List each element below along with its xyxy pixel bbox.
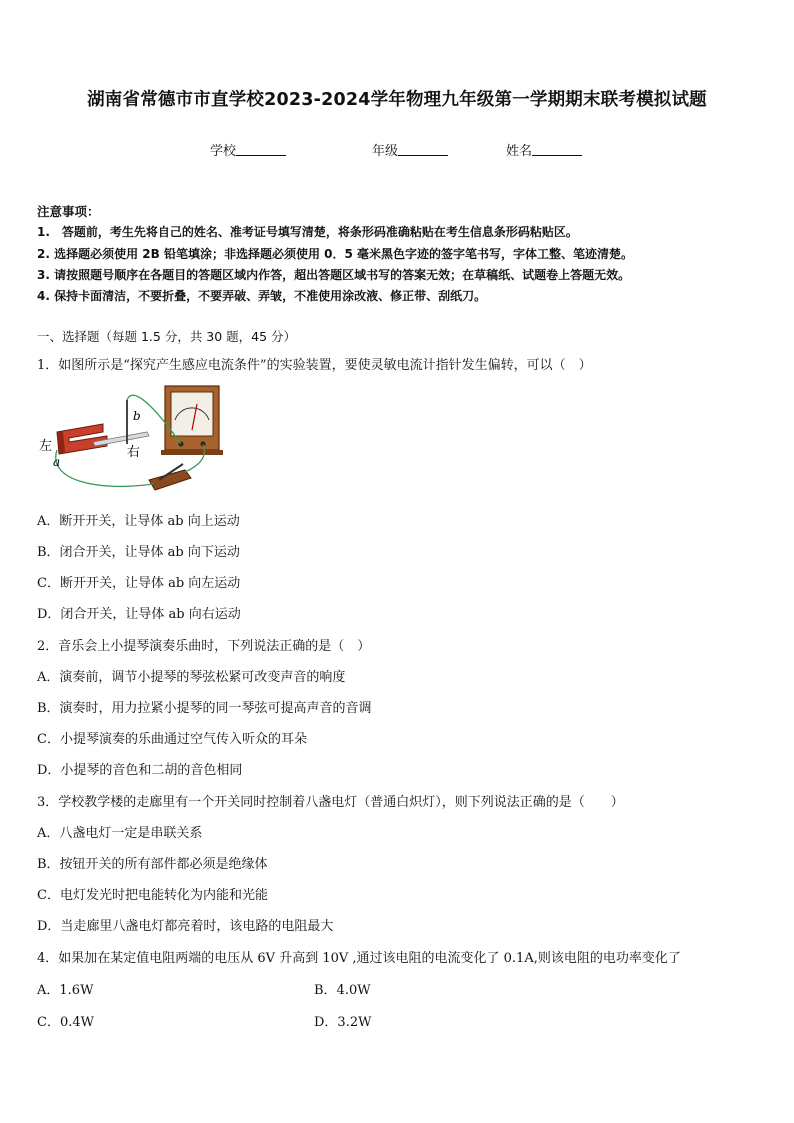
option: B．演奏时，用力拉紧小提琴的同一琴弦可提高声音的音调 — [37, 701, 372, 716]
school-field — [210, 140, 286, 159]
label-b: b — [133, 409, 141, 423]
school-label: 学校 — [210, 144, 237, 159]
u-magnet-icon — [57, 424, 107, 454]
question-stem: 4．如果加在某定值电阻两端的电压从 6V 升高到 10V ,通过该电阻的电流变化了 0.1A,则该电阻的电功率变化了 — [37, 951, 681, 966]
option: A．1.6W — [37, 983, 94, 998]
switch-icon — [149, 464, 191, 490]
grade-blank — [398, 143, 448, 156]
label-right: 右 — [127, 445, 141, 460]
option: D．闭合开关，让导体 ab 向右运动 — [37, 607, 241, 622]
option: B．按钮开关的所有部件都必须是绝缘体 — [37, 857, 268, 872]
option: A．八盏电灯一定是串联关系 — [37, 826, 203, 841]
label-a: a — [53, 455, 61, 469]
name-label: 姓名 — [506, 144, 533, 159]
question-stem: 1．如图所示是“探究产生感应电流条件”的实验装置，要使灵敏电流计指针发生偏转，可以（ ） — [37, 358, 592, 373]
option: A．演奏前，调节小提琴的琴弦松紧可改变声音的响度 — [37, 670, 346, 685]
notes-heading: 注意事项： — [37, 204, 100, 219]
galvanometer-icon — [161, 386, 223, 455]
note-item: 4. 保持卡面清洁，不要折叠，不要弄破、弄皱，不准使用涂改液、修正带、刮纸刀。 — [37, 289, 487, 303]
option: C．小提琴演奏的乐曲通过空气传入听众的耳朵 — [37, 732, 307, 747]
note-item: 1. 答题前，考生先将自己的姓名、准考证号填写清楚，将条形码准确粘贴在考生信息条形码粘贴区。 — [37, 225, 578, 239]
question-stem: 3．学校教学楼的走廊里有一个开关同时控制着八盏电灯（普通白炽灯），则下列说法正确的是（ ） — [37, 795, 624, 810]
option: C．断开开关，让导体 ab 向左运动 — [37, 576, 241, 591]
option: C．0.4W — [37, 1015, 94, 1030]
option: C．电灯发光时把电能转化为内能和光能 — [37, 888, 268, 903]
note-item: 2. 选择题必须使用 2B 铅笔填涂；非选择题必须使用 0．5 毫米黑色字迹的签字笔书写，字体工整、笔迹清楚。 — [37, 247, 633, 261]
name-field — [506, 140, 582, 159]
option: D．小提琴的音色和二胡的音色相同 — [37, 763, 243, 778]
page-title: 湖南省常德市市直学校2023-2024学年物理九年级第一学期期末联考模拟试题 — [87, 90, 707, 110]
option: A．断开开关，让导体 ab 向上运动 — [37, 514, 240, 529]
option: D．当走廊里八盏电灯都亮着时，该电路的电阻最大 — [37, 919, 334, 934]
name-blank — [532, 143, 582, 156]
question-stem: 2．音乐会上小提琴演奏乐曲时，下列说法正确的是（ ） — [37, 639, 371, 654]
label-left: 左 — [39, 439, 53, 454]
note-item: 3. 请按照题号顺序在各题目的答题区域内作答，超出答题区域书写的答案无效；在草稿纸、试题卷上答题无效。 — [37, 268, 631, 282]
induction-apparatus-figure — [37, 380, 227, 500]
option: B．4.0W — [314, 983, 371, 998]
grade-label: 年级 — [372, 144, 399, 159]
school-blank — [236, 143, 286, 156]
option: D．3.2W — [314, 1015, 372, 1030]
option: B．闭合开关，让导体 ab 向下运动 — [37, 545, 240, 560]
section-title: 一、选择题（每题 1.5 分，共 30 题，45 分） — [37, 329, 297, 344]
grade-field — [372, 140, 448, 159]
